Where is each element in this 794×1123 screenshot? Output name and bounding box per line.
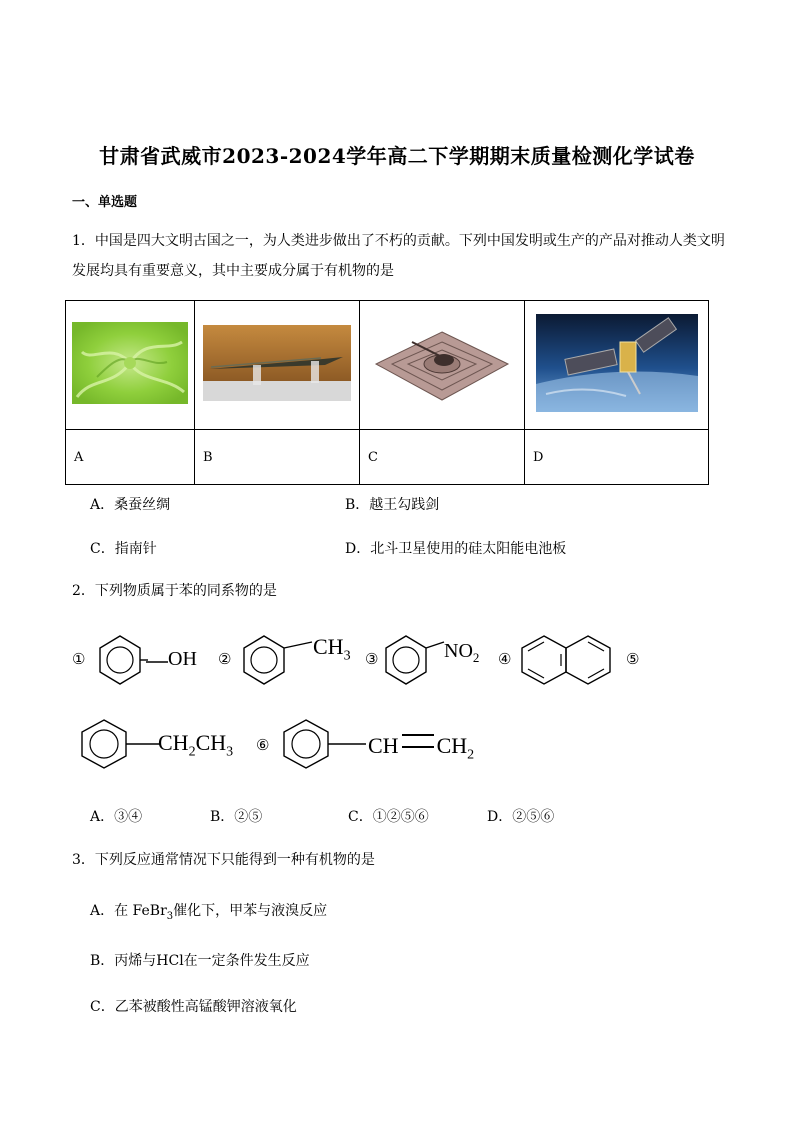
q1-option-a: A．桑蚕丝绸 (90, 497, 171, 513)
q1-option-b: B．越王勾践剑 (345, 497, 440, 513)
q2-option-a: A．③④ (90, 809, 143, 825)
marker-4: ④ (498, 650, 512, 668)
page-title: 甘肃省武威市2023-2024学年高二下学期期末质量检测化学试卷 (99, 144, 695, 168)
marker-2: ② (218, 650, 232, 668)
group-oh: OH (168, 648, 197, 670)
naphthalene-rings (520, 632, 616, 688)
nitrobenzene-ring (382, 632, 452, 688)
q3-option-a: A．在 FeBr$_3$催化下，甲苯与液溴反应 (90, 903, 328, 922)
q2-stem: 2．下列物质属于苯的同系物的是 (72, 583, 277, 599)
q1-image-table (65, 300, 709, 485)
marker-6: ⑥ (256, 736, 270, 754)
q3-stem: 3．下列反应通常情况下只能得到一种有机物的是 (72, 852, 375, 868)
group-ethyl: $CH_2CH_3$ (158, 730, 234, 760)
cell-c-image (360, 301, 525, 430)
label-d: D (525, 430, 709, 485)
phenol-bond (146, 652, 170, 672)
cell-d-image (525, 301, 709, 430)
cell-b-image (195, 301, 360, 430)
q1-stem-line1: 1．中国是四大文明古国之一，为人类进步做出了不朽的贡献。下列中国发明或生产的产品对推动人类文明 (72, 233, 725, 249)
label-c: C (360, 430, 525, 485)
q1-option-c: C．指南针 (90, 541, 157, 557)
marker-3: ③ (365, 650, 379, 668)
section-heading: 一、单选题 (72, 195, 138, 210)
group-vinyl: CH $CH_2$ (368, 733, 475, 763)
label-a: A (66, 430, 195, 485)
q2-option-c: C．①②⑤⑥ (348, 809, 429, 825)
silk-image (72, 322, 188, 404)
phenol-ring (92, 632, 148, 688)
satellite-image (536, 314, 698, 412)
label-b: B (195, 430, 360, 485)
q2-option-b: B．②⑤ (210, 809, 263, 825)
sword-image (203, 325, 351, 401)
double-bond (402, 734, 434, 748)
marker-5: ⑤ (626, 650, 640, 668)
q3-option-c: C．乙苯被酸性高锰酸钾溶液氧化 (90, 999, 297, 1015)
cell-a-image (66, 301, 195, 430)
compass-image (372, 322, 512, 404)
group-ch3: $CH_3$ (313, 634, 351, 664)
q1-option-d: D．北斗卫星使用的硅太阳能电池板 (345, 541, 567, 557)
styrene-ring (278, 714, 370, 774)
q2-option-d: D．②⑤⑥ (487, 809, 555, 825)
group-no2: $NO_2$ (444, 640, 480, 665)
marker-1: ① (72, 650, 86, 668)
ethylbenzene-ring (78, 714, 162, 774)
q1-stem-line2: 发展均具有重要意义，其中主要成分属于有机物的是 (72, 263, 394, 279)
toluene-ring (240, 630, 320, 690)
q3-option-b: B．丙烯与HCl在一定条件发生反应 (90, 953, 310, 969)
